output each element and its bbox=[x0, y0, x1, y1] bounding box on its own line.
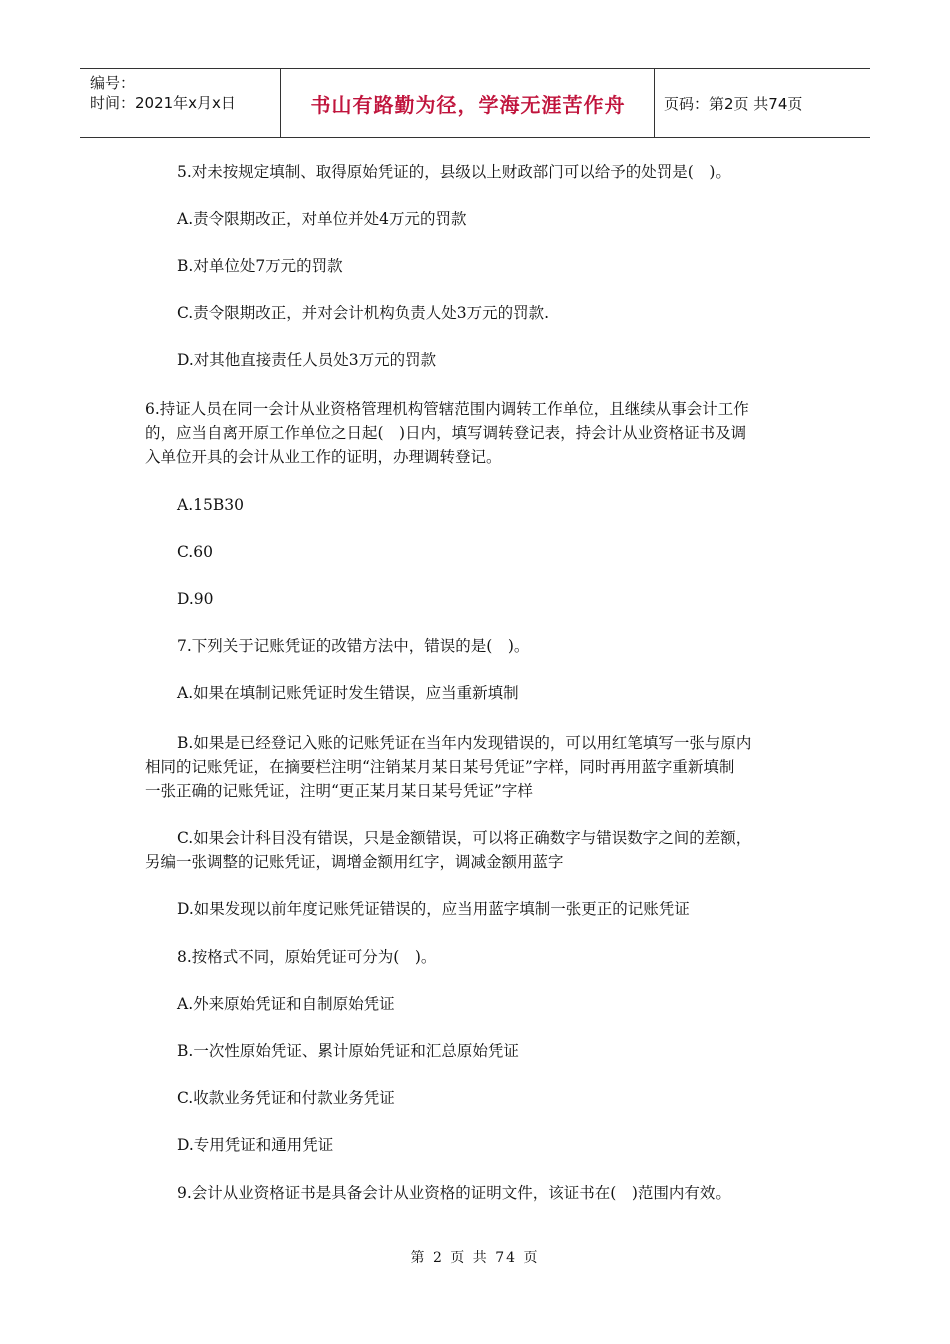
header-page-number: 页码：第2页 共74页 bbox=[664, 94, 803, 113]
question-8-stem: 8.按格式不同，原始凭证可分为( )。 bbox=[177, 948, 437, 966]
question-7-option-c-line-2: 另编一张调整的记账凭证，调增金额用红字，调减金额用蓝字 bbox=[145, 853, 564, 871]
question-8-option-c: C.收款业务凭证和付款业务凭证 bbox=[177, 1089, 395, 1107]
question-7-option-b-line-3: 一张正确的记账凭证，注明“更正某月某日某号凭证”字样 bbox=[145, 782, 533, 800]
question-5-option-c: C.责令限期改正，并对会计机构负责人处3万元的罚款. bbox=[177, 304, 550, 322]
time-label: 时间：2021年x月x日 bbox=[90, 94, 236, 112]
question-6-option-a: A.15B30 bbox=[177, 496, 244, 514]
question-7-option-d: D.如果发现以前年度记账凭证错误的，应当用蓝字填制一张更正的记账凭证 bbox=[177, 900, 690, 918]
question-6-stem-line-2: 的，应当自离开原工作单位之日起( )日内，填写调转登记表，持会计从业资格证书及调 bbox=[145, 424, 747, 442]
question-8-option-b: B.一次性原始凭证、累计原始凭证和汇总原始凭证 bbox=[177, 1042, 519, 1060]
page-header bbox=[80, 68, 870, 138]
header-motto: 书山有路勤为径，学海无涯苦作舟 bbox=[310, 92, 626, 117]
header-divider bbox=[280, 69, 281, 137]
question-7-option-c-line-1: C.如果会计科目没有错误，只是金额错误，可以将正确数字与错误数字之间的差额， bbox=[177, 829, 752, 847]
question-8-option-d: D.专用凭证和通用凭证 bbox=[177, 1136, 334, 1154]
question-7-option-b-line-2: 相同的记账凭证，在摘要栏注明“注销某月某日某号凭证”字样，同时再用蓝字重新填制 bbox=[145, 758, 735, 776]
header-divider bbox=[654, 69, 655, 137]
question-6-option-d: D.90 bbox=[177, 590, 214, 608]
question-6-option-c: C.60 bbox=[177, 543, 213, 561]
question-7-stem: 7.下列关于记账凭证的改错方法中，错误的是( )。 bbox=[177, 637, 530, 655]
question-8-option-a: A.外来原始凭证和自制原始凭证 bbox=[177, 995, 395, 1013]
header-meta bbox=[90, 73, 236, 113]
code-label: 编号： bbox=[90, 74, 136, 92]
question-7-option-b-line-1: B.如果是已经登记入账的记账凭证在当年内发现错误的，可以用红笔填写一张与原内 bbox=[177, 734, 752, 752]
question-7-option-a: A.如果在填制记账凭证时发生错误，应当重新填制 bbox=[177, 684, 519, 702]
question-5-option-d: D.对其他直接责任人员处3万元的罚款 bbox=[177, 351, 437, 369]
question-5-stem: 5.对未按规定填制、取得原始凭证的，县级以上财政部门可以给予的处罚是( )。 bbox=[177, 163, 731, 181]
question-6-stem-line-3: 入单位开具的会计从业工作的证明，办理调转登记。 bbox=[145, 448, 502, 466]
question-5-option-a: A.责令限期改正，对单位并处4万元的罚款 bbox=[177, 210, 467, 228]
question-9-stem: 9.会计从业资格证书是具备会计从业资格的证明文件，该证书在( )范围内有效。 bbox=[177, 1184, 731, 1202]
question-5-option-b: B.对单位处7万元的罚款 bbox=[177, 257, 343, 275]
page-footer: 第 2 页 共 74 页 bbox=[410, 1250, 540, 1266]
question-6-stem-line-1: 6.持证人员在同一会计从业资格管理机构管辖范围内调转工作单位，且继续从事会计工作 bbox=[145, 400, 749, 418]
